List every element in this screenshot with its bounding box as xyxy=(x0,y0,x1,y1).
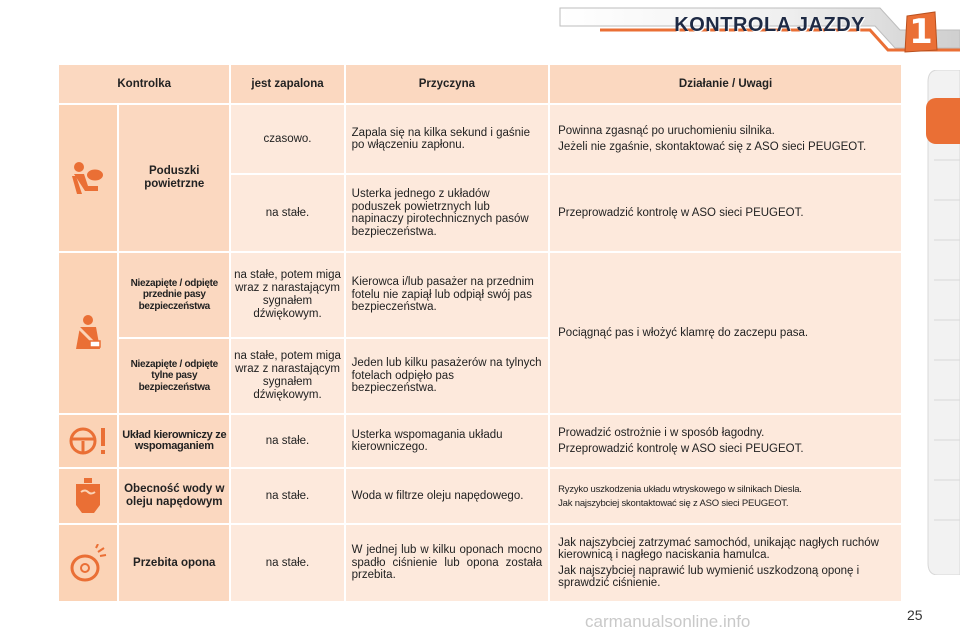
cause-cell: Woda w filtrze oleju napędowego. xyxy=(346,469,548,523)
table-row xyxy=(59,469,901,523)
cause-cell: Kierowca i/lub pasażer na przednim fotelu nie zapiął lub odpiął swój pas bezpieczeństwa. xyxy=(346,253,548,337)
airbag-icon xyxy=(68,158,108,198)
state-cell: na stałe. xyxy=(231,415,343,467)
state-cell: czasowo. xyxy=(231,105,343,173)
page-title: KONTROLA JAZDY xyxy=(674,14,865,36)
warning-name: Niezapięte / odpięte tylne pasy bezpieczeństwa xyxy=(119,339,229,413)
icon-cell xyxy=(59,469,117,523)
action-text: Przeprowadzić kontrolę w ASO sieci PEUGEOT. xyxy=(558,442,804,455)
column-header: Działanie / Uwagi xyxy=(550,65,901,103)
chapter-badge xyxy=(903,10,939,54)
watermark: carmanualsonline.info xyxy=(585,612,751,631)
state-cell: na stałe, potem miga wraz z narastającym sygnałem dźwiękowym. xyxy=(231,253,343,337)
column-header: jest zapalona xyxy=(231,65,343,103)
state-cell: na stałe. xyxy=(231,175,343,251)
warning-name: Układ kierowniczy ze wspomaganiem xyxy=(119,415,229,467)
header-banner xyxy=(0,0,960,62)
action-cell xyxy=(550,253,901,413)
page-number: 25 xyxy=(907,607,923,623)
cause-cell: Zapala się na kilka sekund i gaśnie po włączeniu zapłonu. xyxy=(346,105,548,173)
flat-tyre-icon xyxy=(68,544,108,582)
water-in-fuel-icon xyxy=(73,477,103,515)
action-cell xyxy=(550,415,901,467)
chapter-number: 1 xyxy=(909,12,933,52)
table-row xyxy=(59,415,901,467)
cause-cell: Jeden lub kilku pasażerów na tylnych fotelach odpięło pas bezpieczeństwa. xyxy=(346,339,548,413)
cause-cell: W jednej lub w kilku oponach mocno spadło ciśnienie lub opona została przebita. xyxy=(346,525,548,601)
power-steering-icon xyxy=(67,424,109,458)
action-text: Pociągnąć pas i włożyć klamrę do zaczepu pasa. xyxy=(558,326,809,339)
chapter-tabs xyxy=(926,70,960,575)
table-row xyxy=(59,105,901,173)
column-header: Przyczyna xyxy=(346,65,548,103)
column-header: Kontrolka xyxy=(59,65,229,103)
seatbelt-icon xyxy=(70,313,106,353)
action-text: Jak najszybciej zatrzymać samochód, unikając nagłych ruchów kierownicą i nagłego naciskania hamulca. xyxy=(558,536,879,561)
action-text: Jak najszybciej skontaktować się z ASO sieci PEUGEOT. xyxy=(558,497,789,509)
action-text: Ryzyko uszkodzenia układu wtryskowego w silnikach Diesla. xyxy=(558,483,802,495)
warning-name: Poduszki powietrzne xyxy=(119,105,229,251)
cause-cell: Usterka wspomagania układu kierowniczego. xyxy=(346,415,548,467)
warning-name: Niezapięte / odpięte przednie pasy bezpieczeństwa xyxy=(119,253,229,337)
table-row xyxy=(59,525,901,601)
icon-cell xyxy=(59,525,117,601)
action-text: Jak najszybciej naprawić lub wymienić uszkodzoną oponę i sprawdzić ciśnienie. xyxy=(558,564,860,589)
state-cell: na stałe. xyxy=(231,525,343,601)
action-cell xyxy=(550,525,901,601)
table-row xyxy=(59,253,901,337)
icon-cell xyxy=(59,253,117,413)
table-header-row xyxy=(59,65,901,103)
action-cell xyxy=(550,105,901,173)
warning-lights-table xyxy=(57,63,903,603)
action-text: Jeżeli nie zgaśnie, skontaktować się z ASO sieci PEUGEOT. xyxy=(558,140,867,153)
action-cell xyxy=(550,469,901,523)
action-text: Prowadzić ostrożnie i w sposób łagodny. xyxy=(558,427,765,439)
active-chapter-tab[interactable] xyxy=(926,98,960,144)
state-cell: na stałe, potem miga wraz z narastającym sygnałem dźwiękowym. xyxy=(231,339,343,413)
state-cell: na stałe. xyxy=(231,469,343,523)
warning-name: Przebita opona xyxy=(119,525,229,601)
action-cell xyxy=(550,175,901,251)
action-text: Przeprowadzić kontrolę w ASO sieci PEUGEOT. xyxy=(558,206,804,219)
warning-name: Obecność wody w oleju napędowym xyxy=(119,469,229,523)
icon-cell xyxy=(59,105,117,251)
action-text: Powinna zgasnąć po uruchomieniu silnika. xyxy=(558,125,775,137)
icon-cell xyxy=(59,415,117,467)
cause-cell: Usterka jednego z układów poduszek powietrznych lub napinaczy pirotechnicznych pasów bezpieczeństwa. xyxy=(346,175,548,251)
